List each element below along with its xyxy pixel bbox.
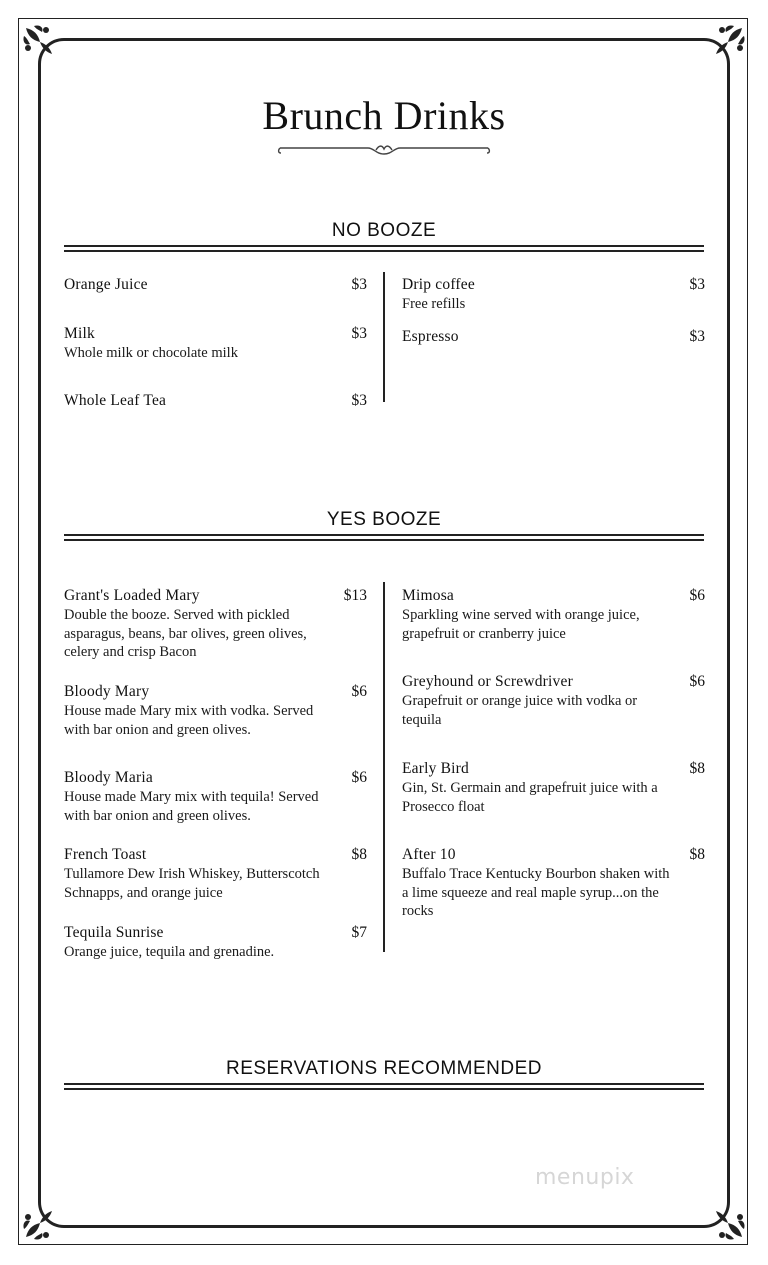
item-price: $6 <box>351 683 367 700</box>
menu-item <box>64 769 367 825</box>
item-name: Mimosa <box>402 587 455 604</box>
item-price: $3 <box>351 325 367 342</box>
menu-item <box>402 328 705 346</box>
item-name: Orange Juice <box>64 276 148 293</box>
item-description: House made Mary mix with vodka. Served with bar onion and green olives. <box>64 703 314 738</box>
section-heading-no-booze: NO BOOZE <box>331 220 437 241</box>
reservations-heading: RESERVATIONS RECOMMENDED <box>225 1058 543 1079</box>
item-name: Whole Leaf Tea <box>64 392 167 409</box>
item-description: Sparkling wine served with orange juice, grapefruit or cranberry juice <box>402 607 640 642</box>
floral-corner-ornament-icon <box>20 22 60 62</box>
menu-item <box>402 587 705 643</box>
page-title: Brunch Drinks <box>262 93 506 138</box>
item-name: Bloody Maria <box>64 769 153 786</box>
item-description: Gin, St. Germain and grapefruit juice with a Prosecco float <box>402 780 658 815</box>
watermark: menupix <box>535 1165 635 1190</box>
item-name: French Toast <box>64 846 147 863</box>
menu-item <box>64 392 367 410</box>
item-name: Drip coffee <box>402 276 475 293</box>
item-name: Espresso <box>402 328 459 345</box>
item-price: $3 <box>351 276 367 293</box>
menu-item <box>64 325 367 363</box>
menu-item <box>64 276 367 294</box>
menu-item <box>64 924 367 962</box>
item-name: Early Bird <box>402 760 469 777</box>
floral-corner-ornament-icon <box>708 1203 748 1243</box>
menu-item <box>64 587 367 662</box>
item-name: Greyhound or Screwdriver <box>402 673 573 690</box>
menu-item <box>402 673 705 729</box>
item-price: $8 <box>351 846 367 863</box>
item-price: $6 <box>351 769 367 786</box>
item-description: Double the booze. Served with pickled asparagus, beans, bar olives, green olives, celery and crisp Bacon <box>64 607 307 660</box>
section-divider <box>64 1083 704 1090</box>
item-price: $6 <box>689 673 705 690</box>
column-divider <box>383 582 385 952</box>
item-description: Tullamore Dew Irish Whiskey, Butterscotch Schnapps, and orange juice <box>64 866 320 901</box>
item-name: Grant's Loaded Mary <box>64 587 200 604</box>
menu-item <box>402 276 705 314</box>
item-name: Tequila Sunrise <box>64 924 164 941</box>
item-description: Grapefruit or orange juice with vodka or tequila <box>402 693 638 728</box>
item-price: $3 <box>689 276 705 293</box>
item-description: Whole milk or chocolate milk <box>64 345 238 361</box>
item-name: Bloody Mary <box>64 683 150 700</box>
item-price: $3 <box>689 328 705 345</box>
item-description: Orange juice, tequila and grenadine. <box>64 944 275 960</box>
menu-item <box>402 846 705 921</box>
scroll-flourish-icon <box>276 142 492 158</box>
menu-item <box>402 760 705 816</box>
menu-item <box>64 683 367 739</box>
item-description: Buffalo Trace Kentucky Bourbon shaken with a lime squeeze and real maple syrup...on the rocks <box>402 866 670 919</box>
menu-item <box>64 846 367 902</box>
item-price: $6 <box>689 587 705 604</box>
item-price: $3 <box>351 392 367 409</box>
item-name: Milk <box>64 325 95 342</box>
item-price: $8 <box>689 760 705 777</box>
column-divider <box>383 272 385 402</box>
item-price: $8 <box>689 846 705 863</box>
item-name: After 10 <box>402 846 456 863</box>
floral-corner-ornament-icon <box>20 1203 60 1243</box>
item-price: $7 <box>351 924 367 941</box>
section-heading-yes-booze: YES BOOZE <box>326 509 442 530</box>
item-price: $13 <box>343 587 367 604</box>
section-divider <box>64 534 704 541</box>
item-description: House made Mary mix with tequila! Served with bar onion and green olives. <box>64 789 319 824</box>
section-divider <box>64 245 704 252</box>
floral-corner-ornament-icon <box>708 22 748 62</box>
item-description: Free refills <box>402 296 466 312</box>
